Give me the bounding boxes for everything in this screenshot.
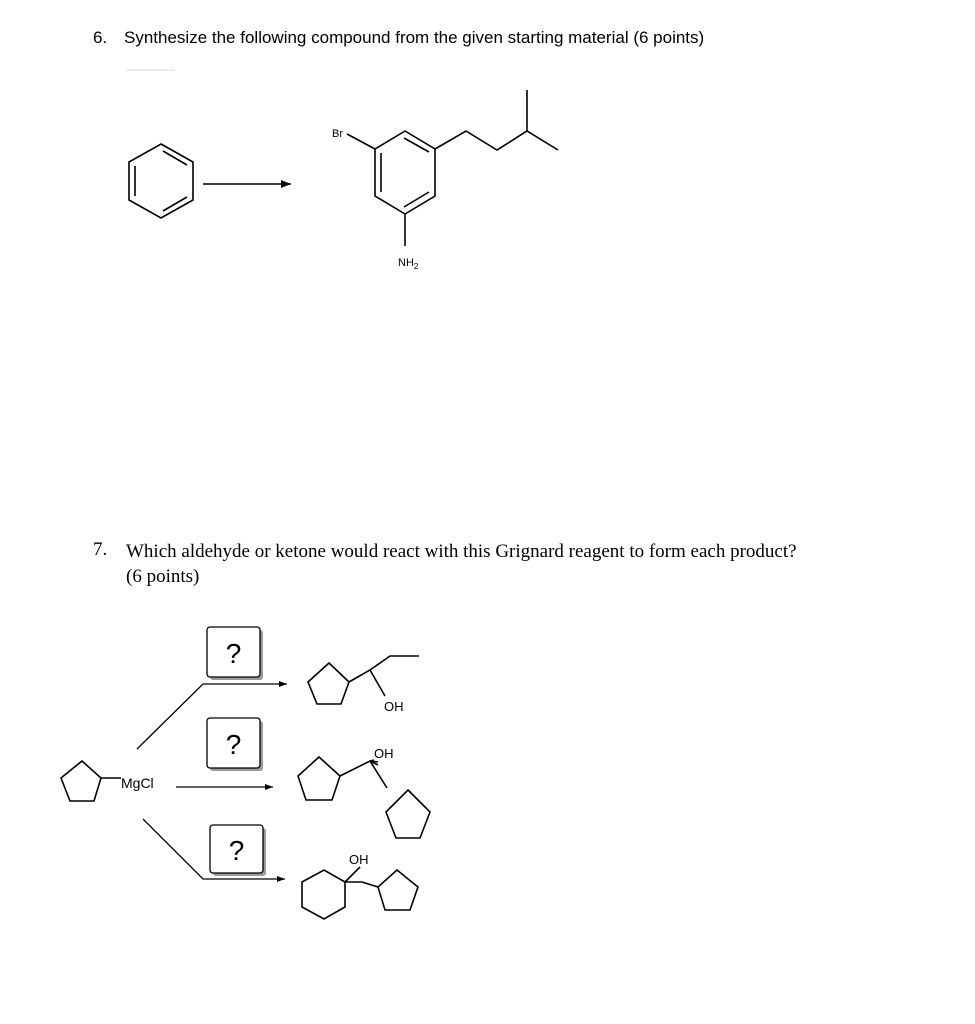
answer-box-2[interactable] — [207, 718, 263, 771]
question-6-number: 6. — [93, 28, 108, 47]
product-2-structure — [298, 757, 430, 838]
unknown-mark-2: ? — [225, 729, 242, 760]
hydroxyl-label-3: OH — [349, 852, 369, 867]
answer-box-3[interactable] — [210, 825, 266, 876]
product-2-oh-bond — [370, 761, 378, 762]
question-7-prompt-line-2: (6 points) — [126, 566, 200, 587]
product-3-structure — [302, 867, 418, 919]
question-6-prompt: Synthesize the following compound from the given starting material (6 points) — [124, 28, 705, 47]
unknown-mark-3: ? — [228, 835, 245, 866]
hydroxyl-label-1: OH — [384, 699, 404, 714]
mgcl-label: MgCl — [121, 775, 154, 791]
bromo-label: Br — [332, 128, 343, 140]
hydroxyl-label-2: OH — [374, 746, 394, 761]
amino-label: $NH_2$ — [398, 257, 419, 271]
product-3-link-bond — [362, 882, 378, 887]
target-compound — [347, 90, 558, 246]
answer-box-1[interactable] — [207, 627, 263, 680]
question-7-prompt-line-1: Which aldehyde or ketone would react with this Grignard reagent to form each product? — [126, 541, 797, 562]
product-1-structure — [308, 656, 419, 704]
question-7-number: 7. — [93, 539, 108, 560]
cyclopentyl-grignard — [61, 761, 121, 801]
benzene-starting-material — [129, 144, 193, 218]
unknown-mark-1: ? — [225, 638, 242, 669]
